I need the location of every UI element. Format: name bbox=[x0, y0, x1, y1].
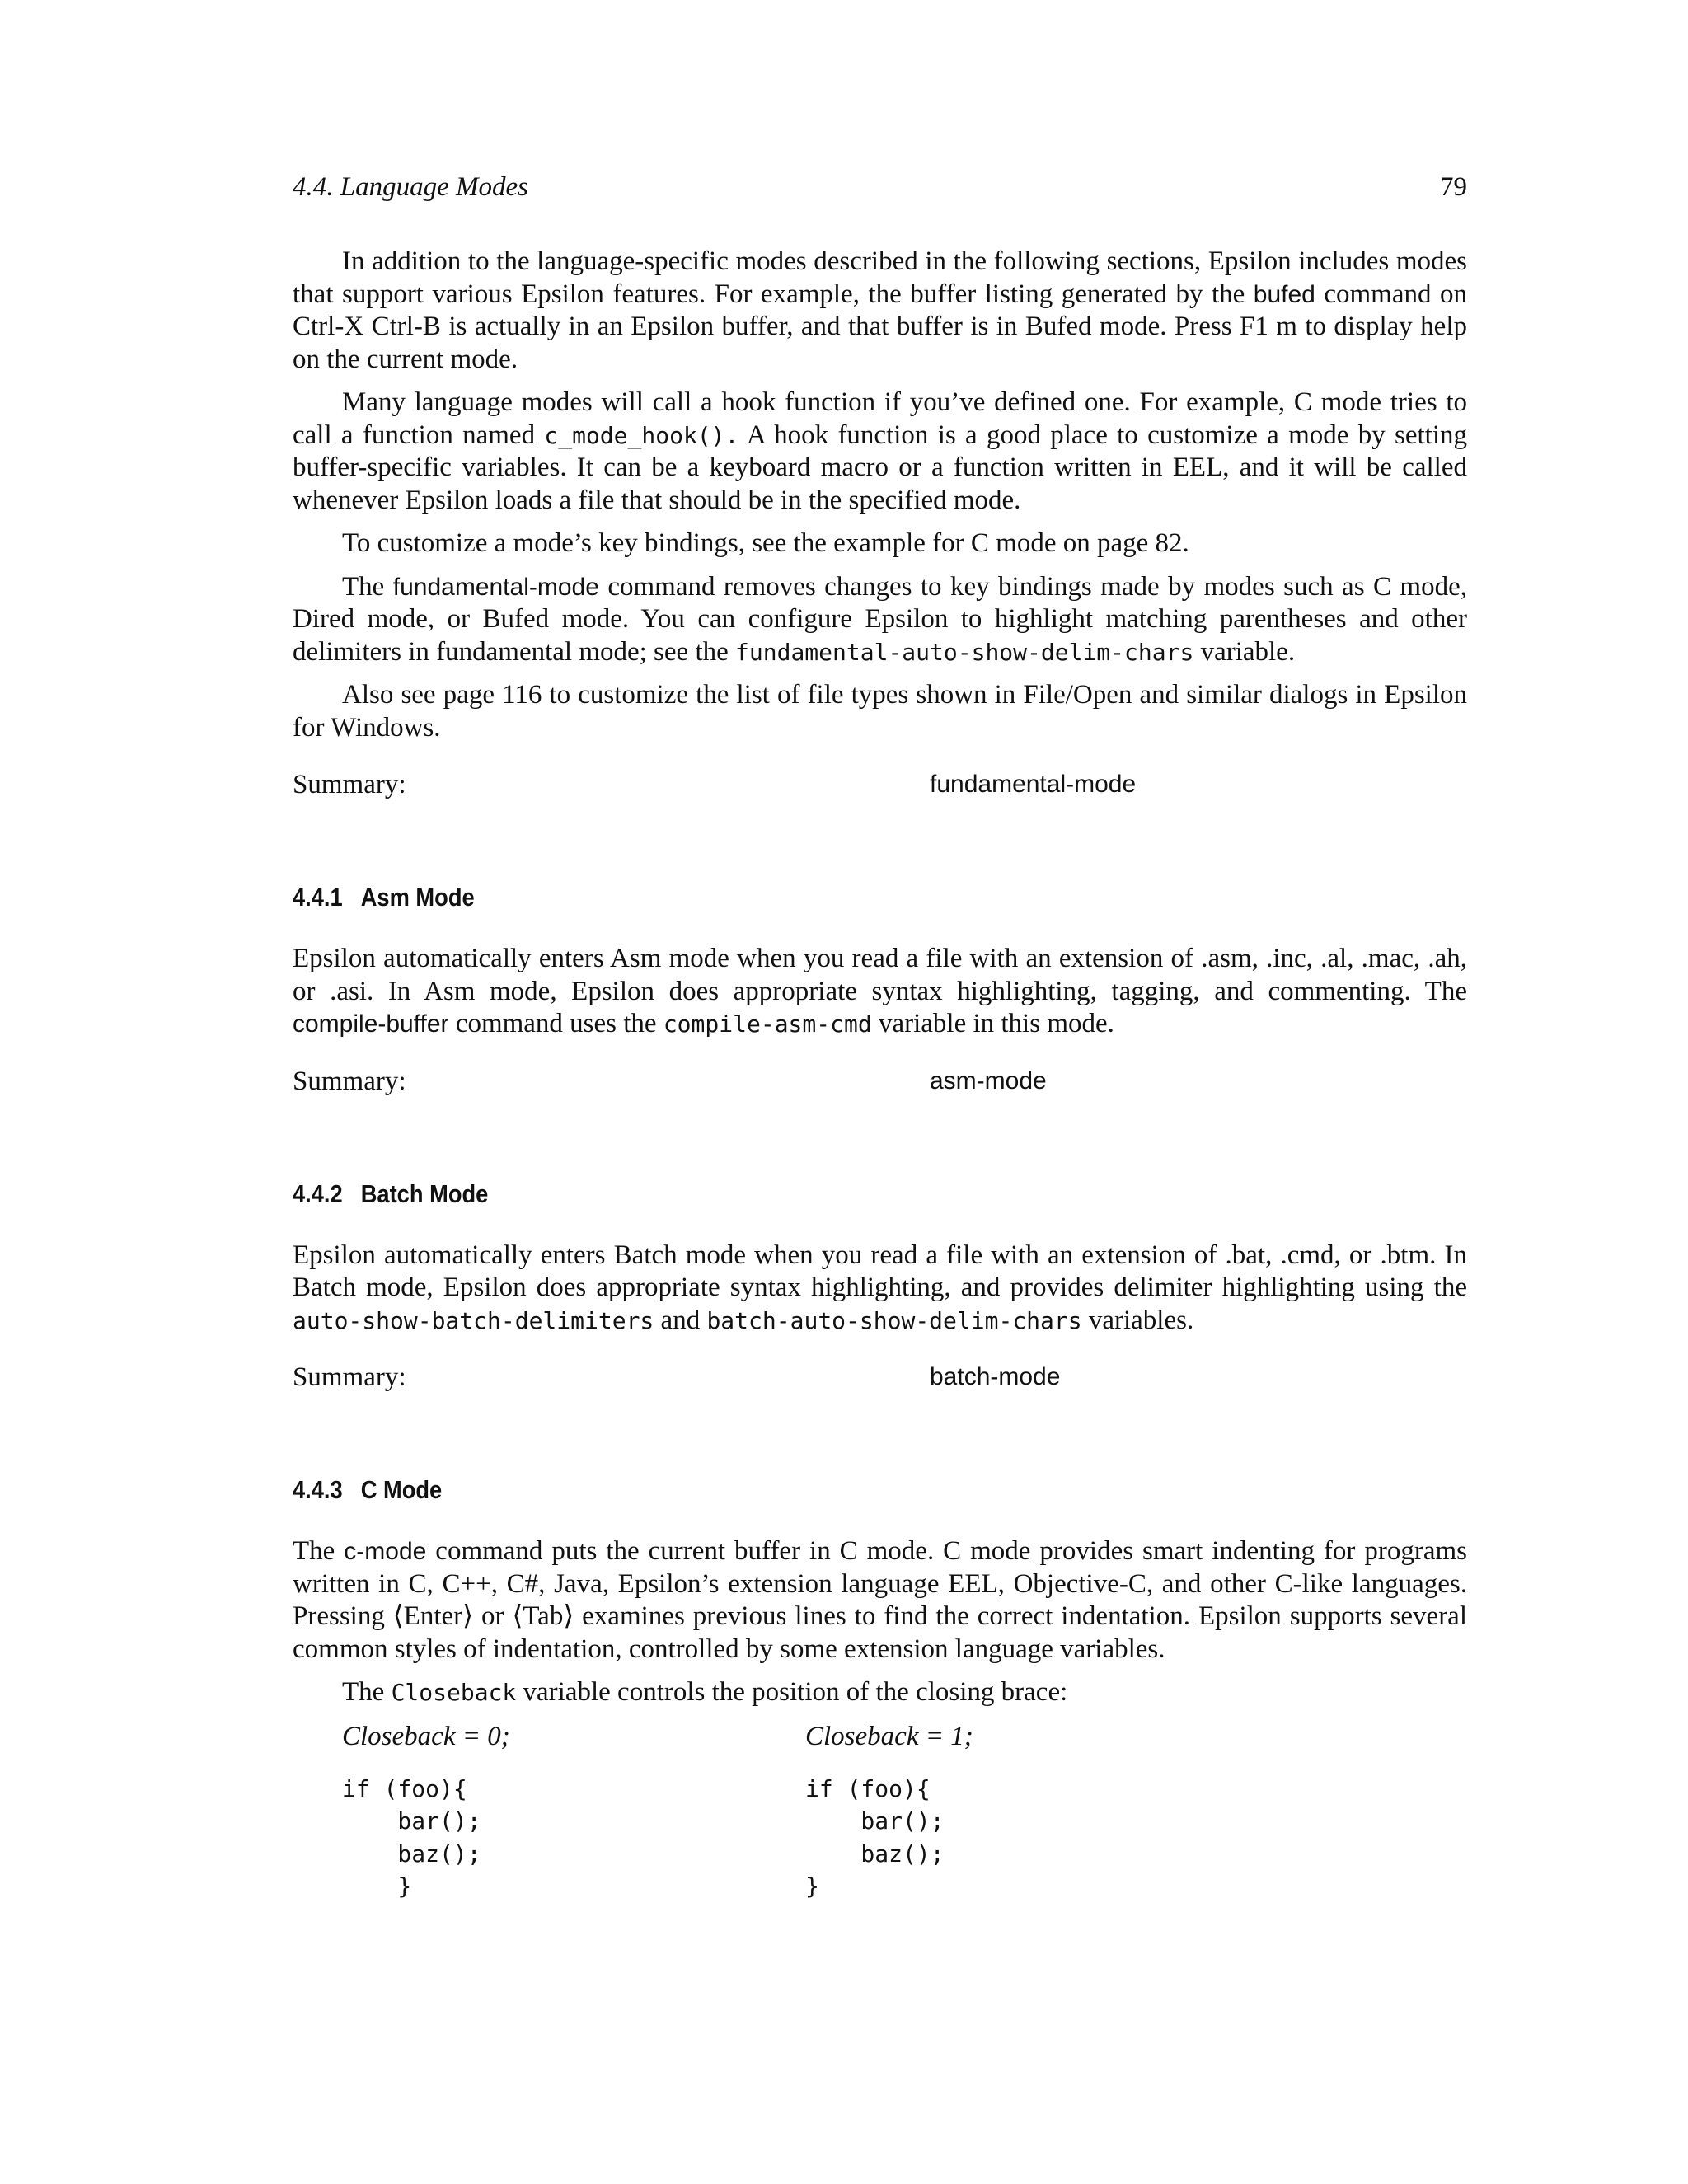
subsection-number: 4.4.2 bbox=[293, 1179, 343, 1208]
code-block: if (foo){ bar(); baz(); } bbox=[805, 1774, 945, 1900]
summary-asm-mode bbox=[293, 1063, 1467, 1099]
summary-label: Summary: bbox=[293, 770, 406, 799]
summary-fundamental-mode bbox=[293, 766, 1467, 803]
text-run: command uses the bbox=[448, 1009, 663, 1038]
batch-paragraph-1 bbox=[293, 1240, 1467, 1338]
text-run: Many language modes will call a hook function if you’ve defined one. For example, C mode tries to call a function named bbox=[293, 387, 1467, 450]
subsection-title: Batch Mode bbox=[360, 1179, 489, 1208]
code-identifier: compile-asm-cmd bbox=[663, 1010, 872, 1038]
subsection-number: 4.4.1 bbox=[293, 883, 343, 912]
text-run: Epsilon automatically enters Asm mode when you read a file with an extension of .asm, .inc, .al, .mac, .ah, or .asi. In Asm mode, Epsilon does appropriate syntax highlighting, tagging, and commenting. The bbox=[293, 944, 1467, 1006]
text-run: A hook function is a good place to customize a mode by setting buffer-specific variables. It can be a keyboard macro or a function written in EEL, and it will be called whenever Epsilon loads a file that should be in the specified mode. bbox=[293, 419, 1467, 515]
summary-command: asm-mode bbox=[930, 1066, 1047, 1094]
text-run: The bbox=[342, 1677, 392, 1707]
summary-batch-mode bbox=[293, 1359, 1467, 1395]
command-name: fundamental-mode bbox=[392, 573, 599, 601]
header-section-title: 4.4. Language Modes bbox=[293, 172, 528, 202]
page-body bbox=[293, 246, 1467, 1918]
code-identifier: fundamental-auto-show-delim-chars bbox=[735, 638, 1194, 666]
summary-command: fundamental-mode bbox=[930, 771, 1137, 798]
subsection-title: C Mode bbox=[360, 1475, 443, 1504]
subsection-heading-asm bbox=[293, 879, 1326, 916]
subsection-heading-c-mode bbox=[293, 1472, 1326, 1508]
example-title: Closeback = 0; bbox=[342, 1721, 510, 1751]
text-run: The bbox=[342, 571, 393, 602]
subsection-heading-batch bbox=[293, 1176, 1326, 1212]
example-closeback-0 bbox=[342, 1720, 510, 1903]
summary-label: Summary: bbox=[293, 1362, 406, 1392]
text-run: command removes changes to key bindings made by modes such as C mode, Dired mode, or Bufed mode. You can configure Epsilon to highlight matching parentheses and other delimiters in fundamental mode; see the bbox=[293, 571, 1467, 667]
c-mode-paragraph-1 bbox=[293, 1535, 1467, 1666]
running-header bbox=[293, 169, 1467, 205]
code-identifier: Closeback bbox=[391, 1679, 517, 1706]
c-mode-paragraph-2 bbox=[293, 1676, 1467, 1709]
command-name: bufed bbox=[1253, 280, 1315, 308]
text-run: variable in this mode. bbox=[871, 1009, 1114, 1038]
text-run: Epsilon automatically enters Batch mode when you read a file with an extension of .bat, .cmd, or .btm. In Batch mode, Epsilon does appropriate syntax highlighting, and provides delimiter highlighting using the bbox=[293, 1240, 1467, 1302]
text-run: The bbox=[293, 1536, 345, 1566]
example-title: Closeback = 1; bbox=[805, 1721, 973, 1751]
code-identifier: auto-show-batch-delimiters bbox=[293, 1306, 654, 1334]
text-run: variable controls the position of the closing brace: bbox=[516, 1677, 1068, 1707]
subsection-number: 4.4.3 bbox=[293, 1475, 343, 1504]
page-number: 79 bbox=[1440, 172, 1467, 202]
intro-paragraph-5: Also see page 116 to customize the list of file types shown in File/Open and similar dialogs in Epsilon for Windows. bbox=[293, 680, 1467, 743]
command-name: compile-buffer bbox=[293, 1010, 449, 1038]
intro-paragraph-3: To customize a mode’s key bindings, see the example for C mode on page 82. bbox=[342, 528, 1189, 558]
intro-paragraph-1 bbox=[293, 246, 1467, 376]
intro-paragraph-2 bbox=[293, 387, 1467, 517]
closeback-examples bbox=[293, 1720, 1467, 1918]
text-run: variable. bbox=[1193, 636, 1296, 667]
summary-command: batch-mode bbox=[930, 1363, 1061, 1390]
code-block: if (foo){ bar(); baz(); } bbox=[342, 1774, 481, 1900]
text-run: variables. bbox=[1081, 1305, 1194, 1335]
example-closeback-1 bbox=[805, 1720, 973, 1903]
subsection-title: Asm Mode bbox=[360, 883, 475, 912]
intro-paragraph-4 bbox=[293, 571, 1467, 669]
text-run: command on Ctrl-X Ctrl-B is actually in an Epsilon buffer, and that buffer is in Bufed mode. Press F1 m to display help on the current mode. bbox=[293, 279, 1467, 374]
text-run: and bbox=[654, 1305, 707, 1335]
code-identifier: c_mode_hook(). bbox=[544, 421, 739, 449]
command-name: c-mode bbox=[344, 1538, 427, 1565]
summary-label: Summary: bbox=[293, 1066, 406, 1096]
text-run: In addition to the language-specific modes described in the following sections, Epsilon includes modes that support various Epsilon features. For example, the buffer listing generated by the bbox=[293, 246, 1467, 309]
code-identifier: batch-auto-show-delim-chars bbox=[706, 1306, 1082, 1334]
asm-paragraph-1 bbox=[293, 943, 1467, 1041]
text-run: command puts the current buffer in C mode. C mode provides smart indenting for programs written in C, C++, C#, Java, Epsilon’s extension language EEL, Objective-C, and other C-like languages. Pressing ⟨Enter⟩ or ⟨Tab⟩ examines previous lines to find the correct indentation. Epsilon supports several common styles of indentation, controlled by some extension language variables. bbox=[293, 1536, 1468, 1664]
